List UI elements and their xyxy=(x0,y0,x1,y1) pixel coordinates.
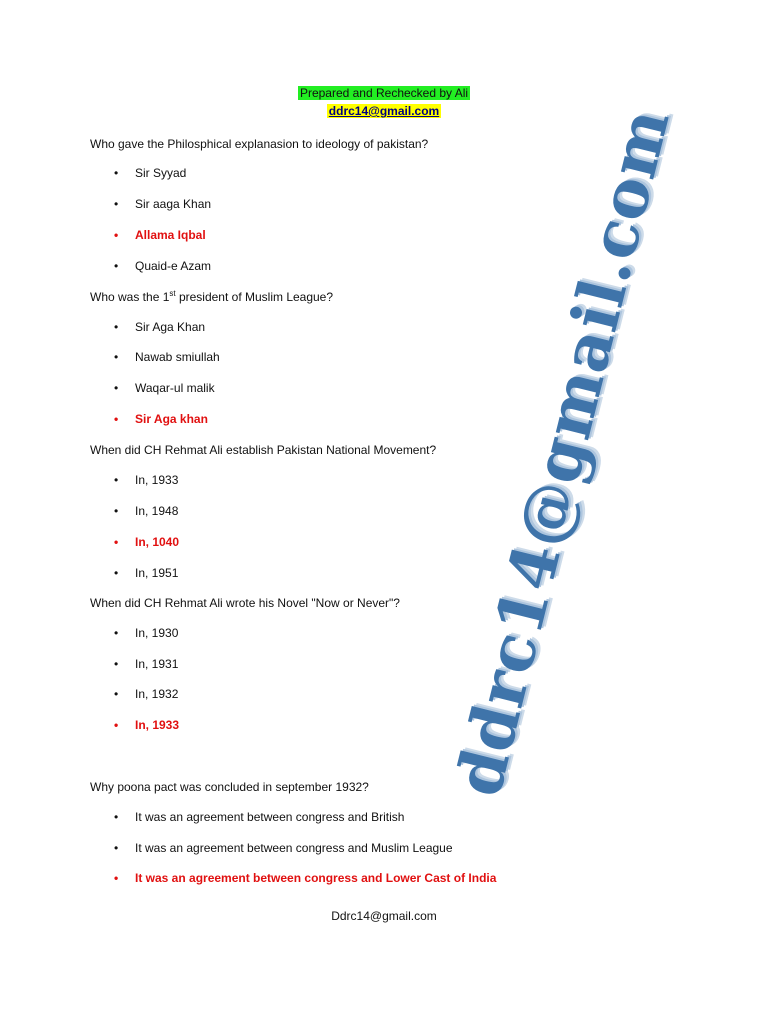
question-text-part: president of Muslim League? xyxy=(175,290,334,304)
header-email-link[interactable]: ddrc14@gmail.com xyxy=(328,104,440,118)
option-label: In, 1948 xyxy=(135,504,179,518)
bullet-icon: • xyxy=(114,810,119,824)
option-label: It was an agreement between congress and Lower Cast of India xyxy=(135,871,497,885)
question-5: Why poona pact was concluded in september 1932? xyxy=(90,780,369,794)
prepared-by-label: Prepared and Rechecked by Ali xyxy=(299,86,469,100)
option-label: Sir aaga Khan xyxy=(135,197,212,211)
option-label: In, 1932 xyxy=(135,687,179,701)
bullet-icon: • xyxy=(114,228,119,242)
bullet-icon: • xyxy=(114,320,119,334)
bullet-icon: • xyxy=(114,841,119,855)
question-3: When did CH Rehmat Ali establish Pakistan National Movement? xyxy=(90,443,437,457)
option-label: Sir Aga khan xyxy=(135,412,208,426)
bullet-icon: • xyxy=(114,350,119,364)
option-label: It was an agreement between congress and Muslim League xyxy=(135,841,453,855)
option-label: Nawab smiullah xyxy=(135,350,220,364)
bullet-icon: • xyxy=(114,412,119,426)
bullet-icon: • xyxy=(114,871,119,885)
bullet-icon: • xyxy=(114,259,119,273)
bullet-icon: • xyxy=(114,718,119,732)
watermark-email: ddrc14@gmail.com xyxy=(441,100,685,804)
bullet-icon: • xyxy=(114,473,119,487)
option-label: In, 1933 xyxy=(135,718,180,732)
footer-email: Ddrc14@gmail.com xyxy=(331,909,437,923)
question-1: Who gave the Philosphical explanasion to ideology of pakistan? xyxy=(90,137,429,151)
bullet-icon: • xyxy=(114,381,119,395)
bullet-icon: • xyxy=(114,504,119,518)
question-text-part: Who was the 1 xyxy=(90,290,170,304)
bullet-icon: • xyxy=(114,626,119,640)
option-label: Allama Iqbal xyxy=(135,228,206,242)
option-label: In, 1931 xyxy=(135,657,179,671)
option-label: Sir Syyad xyxy=(135,166,187,180)
bullet-icon: • xyxy=(114,657,119,671)
option-label: It was an agreement between congress and British xyxy=(135,810,405,824)
bullet-icon: • xyxy=(114,535,119,549)
bullet-icon: • xyxy=(114,687,119,701)
option-label: Sir Aga Khan xyxy=(135,320,206,334)
option-label: Quaid-e Azam xyxy=(135,259,212,273)
option-label: In, 1040 xyxy=(135,535,180,549)
option-label: In, 1930 xyxy=(135,626,179,640)
option-label: In, 1951 xyxy=(135,566,179,580)
option-label: Waqar-ul malik xyxy=(135,381,215,395)
question-text-superscript: st xyxy=(169,289,176,298)
bullet-icon: • xyxy=(114,197,119,211)
question-2 xyxy=(90,289,333,305)
bullet-icon: • xyxy=(114,166,119,180)
question-4: When did CH Rehmat Ali wrote his Novel "Now or Never"? xyxy=(90,596,400,610)
bullet-icon: • xyxy=(114,566,119,580)
option-label: In, 1933 xyxy=(135,473,179,487)
